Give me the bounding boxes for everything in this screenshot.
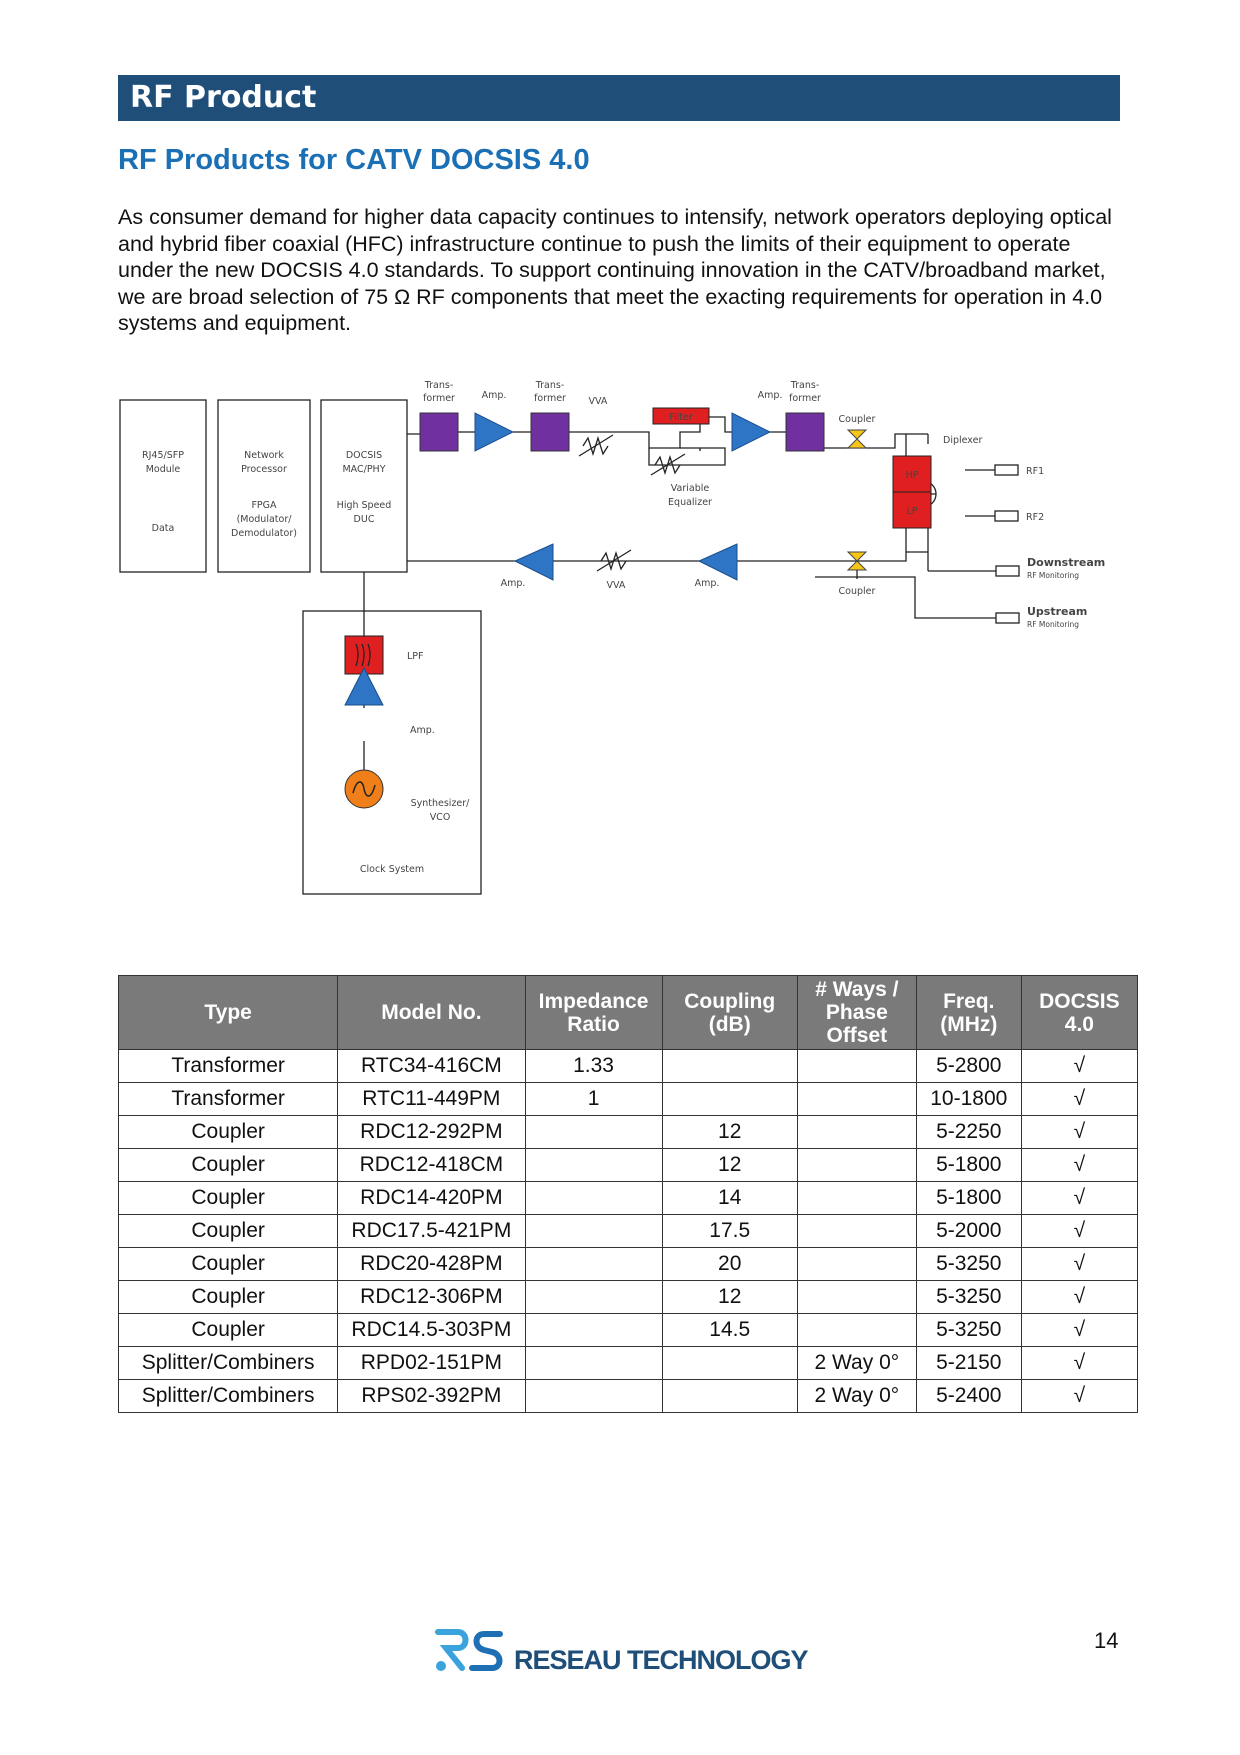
cell-coupling bbox=[662, 1380, 797, 1413]
col-docsis: DOCSIS 4.0 bbox=[1021, 976, 1137, 1050]
cell-freq: 5-3250 bbox=[916, 1248, 1021, 1281]
cell-type: Coupler bbox=[119, 1149, 338, 1182]
cell-type: Splitter/Combiners bbox=[119, 1347, 338, 1380]
cell-docsis: √ bbox=[1021, 1050, 1137, 1083]
svg-text:FPGA: FPGA bbox=[251, 500, 277, 511]
cell-impedance bbox=[525, 1149, 662, 1182]
cell-model: RPS02-392PM bbox=[338, 1380, 525, 1413]
amp-4 bbox=[699, 544, 737, 580]
company-name: RESEAU TECHNOLOGY bbox=[514, 1645, 808, 1675]
cell-type: Coupler bbox=[119, 1281, 338, 1314]
cell-ways bbox=[797, 1215, 916, 1248]
cell-docsis: √ bbox=[1021, 1083, 1137, 1116]
cell-model: RDC12-306PM bbox=[338, 1281, 525, 1314]
cell-docsis: √ bbox=[1021, 1380, 1137, 1413]
cell-model: RTC11-449PM bbox=[338, 1083, 525, 1116]
page-number: 14 bbox=[1094, 1628, 1119, 1653]
table-row bbox=[119, 1380, 1138, 1413]
cell-freq: 5-2150 bbox=[916, 1347, 1021, 1380]
cell-ways: 2 Way 0° bbox=[797, 1347, 916, 1380]
cell-ways bbox=[797, 1248, 916, 1281]
rj45-label: RJ45/SFP bbox=[142, 450, 184, 461]
docsis-block bbox=[321, 400, 407, 572]
svg-text:HP: HP bbox=[905, 470, 919, 481]
cell-ways bbox=[797, 1116, 916, 1149]
cell-ways: 2 Way 0° bbox=[797, 1380, 916, 1413]
svg-text:Trans-: Trans- bbox=[790, 380, 820, 391]
cell-ways bbox=[797, 1083, 916, 1116]
svg-text:LP: LP bbox=[906, 506, 918, 517]
col-freq: Freq. (MHz) bbox=[916, 976, 1021, 1050]
amp-3 bbox=[515, 544, 553, 580]
table-row bbox=[119, 1314, 1138, 1347]
svg-text:(Modulator/: (Modulator/ bbox=[236, 514, 292, 525]
svg-text:Trans-: Trans- bbox=[424, 380, 454, 391]
cell-model: RDC12-292PM bbox=[338, 1116, 525, 1149]
svg-text:VVA: VVA bbox=[606, 580, 626, 591]
table-row bbox=[119, 1281, 1138, 1314]
transformer-1 bbox=[420, 413, 458, 451]
svg-text:Coupler: Coupler bbox=[838, 414, 876, 425]
cell-docsis: √ bbox=[1021, 1215, 1137, 1248]
page-subtitle: RF Products for CATV DOCSIS 4.0 bbox=[118, 144, 590, 176]
svg-text:RF1: RF1 bbox=[1026, 466, 1045, 477]
table-row bbox=[119, 1149, 1138, 1182]
cell-docsis: √ bbox=[1021, 1149, 1137, 1182]
svg-text:Amp.: Amp. bbox=[481, 390, 507, 401]
svg-text:Amp.: Amp. bbox=[500, 578, 526, 589]
cell-type: Transformer bbox=[119, 1050, 338, 1083]
coupler-top bbox=[848, 430, 866, 448]
cell-model: RDC17.5-421PM bbox=[338, 1215, 525, 1248]
amp-2 bbox=[732, 413, 770, 451]
svg-text:Upstream: Upstream bbox=[1027, 605, 1088, 618]
cell-model: RDC20-428PM bbox=[338, 1248, 525, 1281]
cell-impedance bbox=[525, 1116, 662, 1149]
cell-model: RPD02-151PM bbox=[338, 1347, 525, 1380]
col-type: Type bbox=[119, 976, 338, 1050]
cell-impedance bbox=[525, 1314, 662, 1347]
cell-coupling bbox=[662, 1050, 797, 1083]
cell-model: RDC12-418CM bbox=[338, 1149, 525, 1182]
cell-coupling bbox=[662, 1083, 797, 1116]
section-banner: RF Product bbox=[118, 75, 1120, 121]
svg-text:Amp.: Amp. bbox=[410, 725, 435, 736]
table-header-row bbox=[119, 976, 1138, 1050]
table-row bbox=[119, 1248, 1138, 1281]
cell-type: Coupler bbox=[119, 1116, 338, 1149]
cell-model: RDC14-420PM bbox=[338, 1182, 525, 1215]
cell-coupling: 12 bbox=[662, 1281, 797, 1314]
svg-text:Variable: Variable bbox=[670, 483, 710, 494]
cell-freq: 5-1800 bbox=[916, 1149, 1021, 1182]
svg-text:former: former bbox=[534, 393, 566, 404]
cell-docsis: √ bbox=[1021, 1281, 1137, 1314]
svg-text:former: former bbox=[423, 393, 455, 404]
cell-type: Coupler bbox=[119, 1314, 338, 1347]
cell-impedance: 1.33 bbox=[525, 1050, 662, 1083]
cell-coupling: 20 bbox=[662, 1248, 797, 1281]
cell-impedance bbox=[525, 1248, 662, 1281]
cell-docsis: √ bbox=[1021, 1314, 1137, 1347]
svg-text:Network: Network bbox=[244, 450, 284, 461]
cell-docsis: √ bbox=[1021, 1347, 1137, 1380]
block-diagram bbox=[115, 368, 1125, 900]
cell-coupling bbox=[662, 1347, 797, 1380]
cell-freq: 5-2000 bbox=[916, 1215, 1021, 1248]
svg-text:Module: Module bbox=[145, 464, 181, 475]
svg-text:DUC: DUC bbox=[353, 514, 375, 525]
cell-type: Transformer bbox=[119, 1083, 338, 1116]
svg-text:RF Monitoring: RF Monitoring bbox=[1027, 571, 1080, 580]
cell-ways bbox=[797, 1050, 916, 1083]
cell-freq: 5-3250 bbox=[916, 1314, 1021, 1347]
cell-docsis: √ bbox=[1021, 1248, 1137, 1281]
svg-text:former: former bbox=[789, 393, 821, 404]
svg-text:RF2: RF2 bbox=[1026, 512, 1045, 523]
cell-docsis: √ bbox=[1021, 1182, 1137, 1215]
cell-impedance bbox=[525, 1215, 662, 1248]
col-impedance: Impedance Ratio bbox=[525, 976, 662, 1050]
col-ways: # Ways / Phase Offset bbox=[797, 976, 916, 1050]
cell-ways bbox=[797, 1149, 916, 1182]
col-model: Model No. bbox=[338, 976, 525, 1050]
svg-text:DOCSIS: DOCSIS bbox=[345, 450, 383, 461]
cell-docsis: √ bbox=[1021, 1116, 1137, 1149]
cell-impedance bbox=[525, 1380, 662, 1413]
svg-text:LPF: LPF bbox=[407, 651, 424, 662]
svg-text:Downstream: Downstream bbox=[1027, 556, 1106, 569]
table-row bbox=[119, 1347, 1138, 1380]
cell-freq: 10-1800 bbox=[916, 1083, 1021, 1116]
table-row bbox=[119, 1050, 1138, 1083]
cell-type: Coupler bbox=[119, 1248, 338, 1281]
cell-freq: 5-1800 bbox=[916, 1182, 1021, 1215]
transformer-2 bbox=[531, 413, 569, 451]
svg-text:Synthesizer/: Synthesizer/ bbox=[410, 798, 470, 809]
cell-model: RTC34-416CM bbox=[338, 1050, 525, 1083]
svg-text:MAC/PHY: MAC/PHY bbox=[342, 464, 386, 475]
cell-coupling: 17.5 bbox=[662, 1215, 797, 1248]
intro-paragraph: As consumer demand for higher data capacity continues to intensify, network operators deploying optical and hybrid fiber coaxial (HFC) infrastructure continue to push the limits of their equipment to operate under the new DOCSIS 4.0 standards. To support continuing innovation in the CATV/broadband market, we are broad selection of 75 Ω RF components that meet the exacting requirements for operation in 4.0 systems and equipment. bbox=[118, 205, 1112, 335]
table-row bbox=[119, 1215, 1138, 1248]
col-coupling: Coupling (dB) bbox=[662, 976, 797, 1050]
svg-text:VCO: VCO bbox=[429, 812, 451, 823]
cell-impedance bbox=[525, 1182, 662, 1215]
svg-text:Amp.: Amp. bbox=[757, 390, 783, 401]
cell-freq: 5-2250 bbox=[916, 1116, 1021, 1149]
rj45-block bbox=[120, 400, 206, 572]
cell-impedance bbox=[525, 1281, 662, 1314]
svg-text:Processor: Processor bbox=[241, 464, 287, 475]
cell-ways bbox=[797, 1182, 916, 1215]
product-table bbox=[118, 975, 1138, 1413]
cell-coupling: 14.5 bbox=[662, 1314, 797, 1347]
clock-system-box bbox=[303, 611, 481, 894]
cell-model: RDC14.5-303PM bbox=[338, 1314, 525, 1347]
svg-text:Demodulator): Demodulator) bbox=[231, 528, 297, 539]
svg-text:Data: Data bbox=[151, 523, 175, 534]
cell-type: Coupler bbox=[119, 1182, 338, 1215]
network-processor-block bbox=[218, 400, 310, 572]
cell-impedance: 1 bbox=[525, 1083, 662, 1116]
table-row bbox=[119, 1116, 1138, 1149]
svg-text:Clock System: Clock System bbox=[359, 864, 425, 875]
company-logo bbox=[432, 1626, 508, 1676]
svg-text:Diplexer: Diplexer bbox=[943, 435, 983, 446]
svg-text:Coupler: Coupler bbox=[838, 586, 876, 597]
svg-text:Amp.: Amp. bbox=[694, 578, 720, 589]
cell-type: Splitter/Combiners bbox=[119, 1380, 338, 1413]
svg-text:VVA: VVA bbox=[588, 396, 608, 407]
table-body bbox=[119, 1050, 1138, 1413]
cell-freq: 5-2400 bbox=[916, 1380, 1021, 1413]
cell-coupling: 14 bbox=[662, 1182, 797, 1215]
cell-coupling: 12 bbox=[662, 1116, 797, 1149]
transformer-3 bbox=[786, 413, 824, 451]
table-row bbox=[119, 1182, 1138, 1215]
amp-1 bbox=[475, 413, 513, 451]
table-row bbox=[119, 1083, 1138, 1116]
cell-ways bbox=[797, 1281, 916, 1314]
svg-text:RF Monitoring: RF Monitoring bbox=[1027, 620, 1080, 629]
cell-ways bbox=[797, 1314, 916, 1347]
svg-text:Equalizer: Equalizer bbox=[668, 497, 712, 508]
cell-coupling: 12 bbox=[662, 1149, 797, 1182]
cell-type: Coupler bbox=[119, 1215, 338, 1248]
cell-freq: 5-3250 bbox=[916, 1281, 1021, 1314]
svg-text:High Speed: High Speed bbox=[336, 500, 392, 511]
cell-freq: 5-2800 bbox=[916, 1050, 1021, 1083]
cell-impedance bbox=[525, 1347, 662, 1380]
svg-text:Filter: Filter bbox=[669, 412, 693, 423]
svg-text:Trans-: Trans- bbox=[535, 380, 565, 391]
